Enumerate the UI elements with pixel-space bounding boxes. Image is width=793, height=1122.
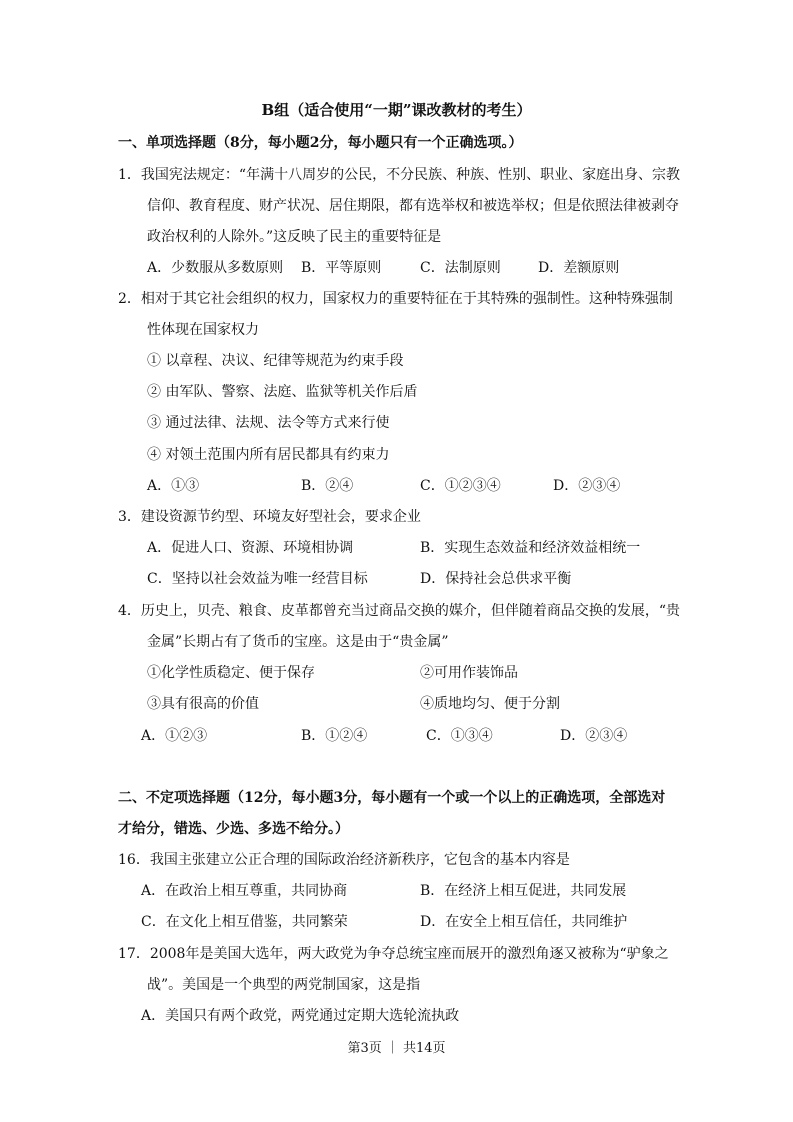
q2-option-a: A．①③ <box>147 478 200 494</box>
q3-option-a: A．促进人口、资源、环境相协调 <box>147 540 354 556</box>
section2-heading: 才给分，错选、少选、多选不给分。） <box>118 821 349 837</box>
page-title: B组（适合使用“一期”课改教材的考生） <box>261 101 532 119</box>
q17-line: 17．2008年是美国大选年，两大政党为争夺总统宝座而展开的激烈角逐又被称为“驴象之 <box>118 946 669 962</box>
q2-item: ② 由军队、警察、法庭、监狱等机关作后盾 <box>147 384 418 400</box>
q4-item: ②可用作装饰品 <box>420 665 518 681</box>
q4-option-c: C．①③④ <box>426 728 493 744</box>
q3-option-b: B．实现生态效益和经济效益相统一 <box>420 540 641 556</box>
q4-item: ④质地均匀、便于分割 <box>420 696 560 712</box>
q1-option-d: D．差额原则 <box>538 260 620 276</box>
q1-option-a: A．少数服从多数原则 <box>147 260 284 276</box>
page-footer: 第3页 ｜ 共14页 <box>347 1041 446 1056</box>
section1-heading: 一、单项选择题（8分，每小题2分，每小题只有一个正确选项。） <box>118 135 523 151</box>
q16-option-d: D．在安全上相互信任，共同维护 <box>420 914 628 930</box>
q2-option-c: C．①②③④ <box>420 478 501 494</box>
q4-item: ③具有很高的价值 <box>147 696 259 712</box>
q4-option-b: B．①②④ <box>301 728 368 744</box>
q16-line: 16．我国主张建立公正合理的国际政治经济新秩序，它包含的基本内容是 <box>118 852 570 868</box>
q4-option-a: A．①②③ <box>141 728 208 744</box>
q16-option-a: A．在政治上相互尊重，共同协商 <box>141 883 348 899</box>
q1-option-b: B．平等原则 <box>301 260 382 276</box>
q2-option-d: D．②③④ <box>553 478 621 494</box>
q3-line: 3．建设资源节约型、环境友好型社会，要求企业 <box>118 509 421 525</box>
q2-item: ④ 对领土范围内所有居民都具有约束力 <box>147 447 390 463</box>
q4-option-d: D．②③④ <box>560 728 628 744</box>
q17-option-a: A．美国只有两个政党，两党通过定期大选轮流执政 <box>141 1008 460 1024</box>
q2-line: 性体现在国家权力 <box>147 322 259 338</box>
q3-option-d: D．保持社会总供求平衡 <box>420 571 572 587</box>
q4-item: ①化学性质稳定、便于保存 <box>147 665 315 681</box>
q2-option-b: B．②④ <box>301 478 354 494</box>
q17-line: 战”。美国是一个典型的两党制国家，这是指 <box>147 977 421 993</box>
q2-item: ① 以章程、决议、纪律等规范为约束手段 <box>147 353 404 369</box>
q1-line: 1．我国宪法规定：“年满十八周岁的公民，不分民族、种族、性别、职业、家庭出身、宗教 <box>118 167 681 183</box>
q2-item: ③ 通过法律、法规、法令等方式来行使 <box>147 415 390 431</box>
q2-line: 2．相对于其它社会组织的权力，国家权力的重要特征在于其特殊的强制性。这种特殊强制 <box>118 291 673 307</box>
q16-option-b: B．在经济上相互促进，共同发展 <box>420 883 627 899</box>
q3-option-c: C．坚持以社会效益为唯一经营目标 <box>147 571 368 587</box>
q1-line: 政治权利的人除外。”这反映了民主的重要特征是 <box>147 229 442 245</box>
q4-line: 4．历史上，贝壳、粮食、皮革都曾充当过商品交换的媒介，但伴随着商品交换的发展，“贵 <box>118 603 681 619</box>
q1-line: 信仰、教育程度、财产状况、居住期限，都有选举权和被选举权；但是依照法律被剥夺 <box>147 198 679 214</box>
q16-option-c: C．在文化上相互借鉴，共同繁荣 <box>141 914 348 930</box>
section2-heading: 二、不定项选择题（12分，每小题3分，每小题有一个或一个以上的正确选项，全部选对 <box>118 790 666 806</box>
q1-option-c: C．法制原则 <box>420 260 501 276</box>
q4-line: 金属”长期占有了货币的宝座。这是由于“贵金属” <box>147 634 449 650</box>
